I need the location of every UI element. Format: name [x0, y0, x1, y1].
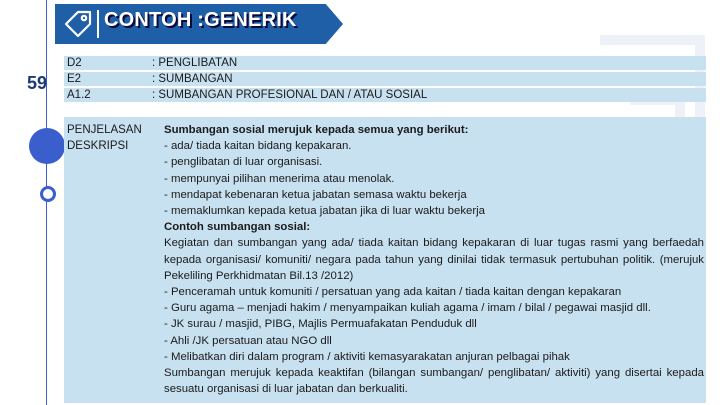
- list-item: - mendapat kebenaran ketua jabatan semasa waktu bekerja: [164, 188, 467, 201]
- closing-paragraph: Sumbangan merujuk kepada keaktifan (bilangan sumbangan/ penglibatan/ aktiviti) yang disertai kepada sesuatu organisasi di luar jabatan dan berkualiti.: [164, 367, 704, 396]
- label-deskripsi: DESKRIPSI: [67, 140, 129, 152]
- tag-icon: [62, 8, 94, 40]
- code-description: : SUMBANGAN: [152, 73, 233, 85]
- list-item: - Ahli /JK persatuan atau NGO dll: [164, 334, 332, 347]
- decorative-dot: [29, 128, 65, 164]
- title-separator: [97, 10, 99, 38]
- list-item: - memaklumkan kepada ketua jabatan jika di luar waktu bekerja: [164, 205, 486, 218]
- list-item: - ada/ tiada kaitan bidang kepakaran.: [164, 140, 352, 153]
- list-item: - mempunyai pilihan menerima atau menolak.: [164, 172, 395, 185]
- explanation-body: [164, 122, 704, 397]
- list-item: - JK surau / masjid, PIBG, Majlis Permuafakatan Penduduk dll: [164, 318, 477, 331]
- code-id: E2: [67, 73, 82, 85]
- code-row: [64, 56, 706, 70]
- example-paragraph: Kegiatan dan sumbangan yang ada/ tiada kaitan bidang kepakaran di luar tugas rasmi yang berfaedah kepada organisasi/ komuniti/ negara pada tahun yang dinilai tidak termasuk pertubuhan politik. (merujuk Pekeliling Perkhidmatan Bil.13 /2012): [164, 237, 704, 282]
- explanation-labels: [67, 122, 142, 154]
- label-penjelasan: PENJELASAN: [67, 124, 142, 136]
- explanation-panel: [64, 117, 706, 403]
- code-id: A1.2: [67, 89, 91, 101]
- page-number: 59: [26, 72, 48, 93]
- example-heading: Contoh sumbangan sosial:: [164, 221, 311, 234]
- definition-heading: Sumbangan sosial merujuk kepada semua yang berikut:: [164, 124, 469, 136]
- list-item: - Guru agama – menjadi hakim / menyampaikan kuliah agama / imam / bilal / pegawai masjid dll.: [164, 302, 651, 315]
- list-item: - Melibatkan diri dalam program / aktiviti kemasyarakatan anjuran pelbagai pihak: [164, 350, 570, 363]
- list-item: - penglibatan di luar organisasi.: [164, 156, 323, 169]
- code-description: : SUMBANGAN PROFESIONAL DAN / ATAU SOSIAL: [152, 89, 428, 101]
- code-row: [64, 72, 706, 86]
- decorative-ring: [40, 186, 56, 202]
- page-title: CONTOH :GENERIK: [104, 9, 297, 31]
- code-description: : PENGLIBATAN: [152, 57, 238, 69]
- list-item: - Penceramah untuk komuniti / persatuan yang ada kaitan / tiada kaitan dengan kepakaran: [164, 286, 622, 299]
- code-id: D2: [67, 57, 82, 69]
- code-row: [64, 88, 706, 102]
